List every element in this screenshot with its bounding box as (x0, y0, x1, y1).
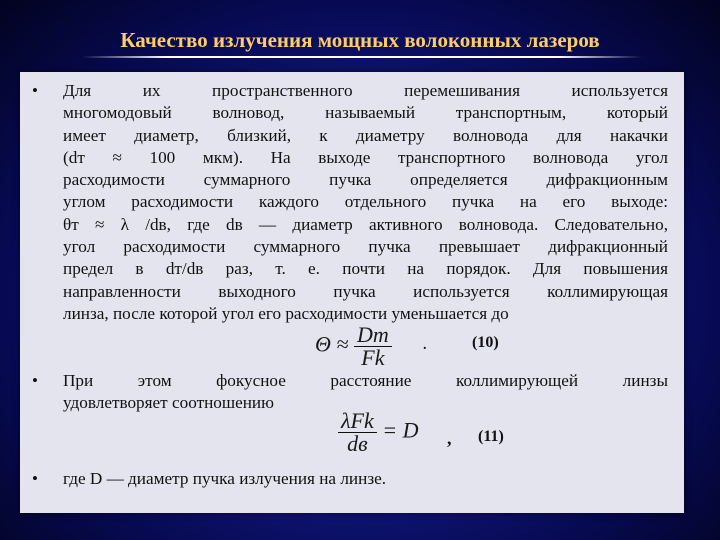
p2-line-1: При этом фокусное расстояние коллимирующей линзы (63, 371, 668, 390)
p1-line-3: имеет диаметр, близкий, к диаметру волновода для накачки (63, 125, 668, 145)
bullet-1: • (32, 81, 38, 100)
p1-line-4: (dт ≈ 100 мкм). На выходе транспортного волновода угол (63, 147, 668, 167)
p2-line-2: удовлетворяет соотношению (63, 393, 274, 413)
formula-10-punct: . (423, 338, 427, 353)
p1-line-1: Для их пространственного перемешивания используется (63, 81, 668, 100)
formula-11-punct: , (447, 428, 452, 448)
p3-line-1: где D — диаметр пучка излучения на линзе. (63, 469, 387, 488)
formula-10-number: (10) (472, 334, 499, 351)
paragraph-1 (63, 80, 668, 325)
p1-line-11: линза, после которой угол его расходимости уменьшается до (63, 303, 509, 323)
paragraph-3 (63, 468, 668, 490)
p1-line-10: направленности выходного пучка используется коллимирующая (63, 281, 668, 301)
bullet-3: • (32, 469, 38, 488)
formula-11-rhs: = D (382, 417, 419, 443)
formula-11-numerator: λFk (338, 410, 377, 433)
p1-line-5: расходимости суммарного пучка определяется дифракционным (63, 170, 668, 190)
p1-line-9: предел в dт/dв раз, т. е. почти на порядок. Для повышения (63, 259, 668, 279)
p1-line-6: углом расходимости каждого отдельного пучка на его выходе: (63, 192, 668, 212)
formula-11-fraction (338, 410, 377, 455)
p1-line-8: угол расходимости суммарного пучка превышает дифракционный (63, 237, 668, 257)
slide-title: Качество излучения мощных волоконных лазеров (120, 28, 600, 52)
bullet-2: • (32, 371, 38, 390)
formula-11-number: (11) (478, 428, 504, 445)
content-panel (20, 72, 684, 513)
p1-line-7: θт ≈ λ /dв, где dв — диаметр активного волновода. Следовательно, (63, 214, 668, 234)
formula-10-denominator: Fk (361, 345, 385, 370)
formula-10 (315, 324, 392, 369)
formula-10-lhs: Θ ≈ (315, 331, 349, 357)
formula-11-denominator: dв (347, 431, 368, 456)
formula-11 (338, 410, 418, 455)
formula-10-numerator: Dт (354, 324, 392, 347)
title-underline (82, 56, 642, 58)
p1-line-2: многомодовый волновод, называемый транспортным, который (63, 103, 668, 123)
formula-10-fraction (354, 324, 392, 369)
